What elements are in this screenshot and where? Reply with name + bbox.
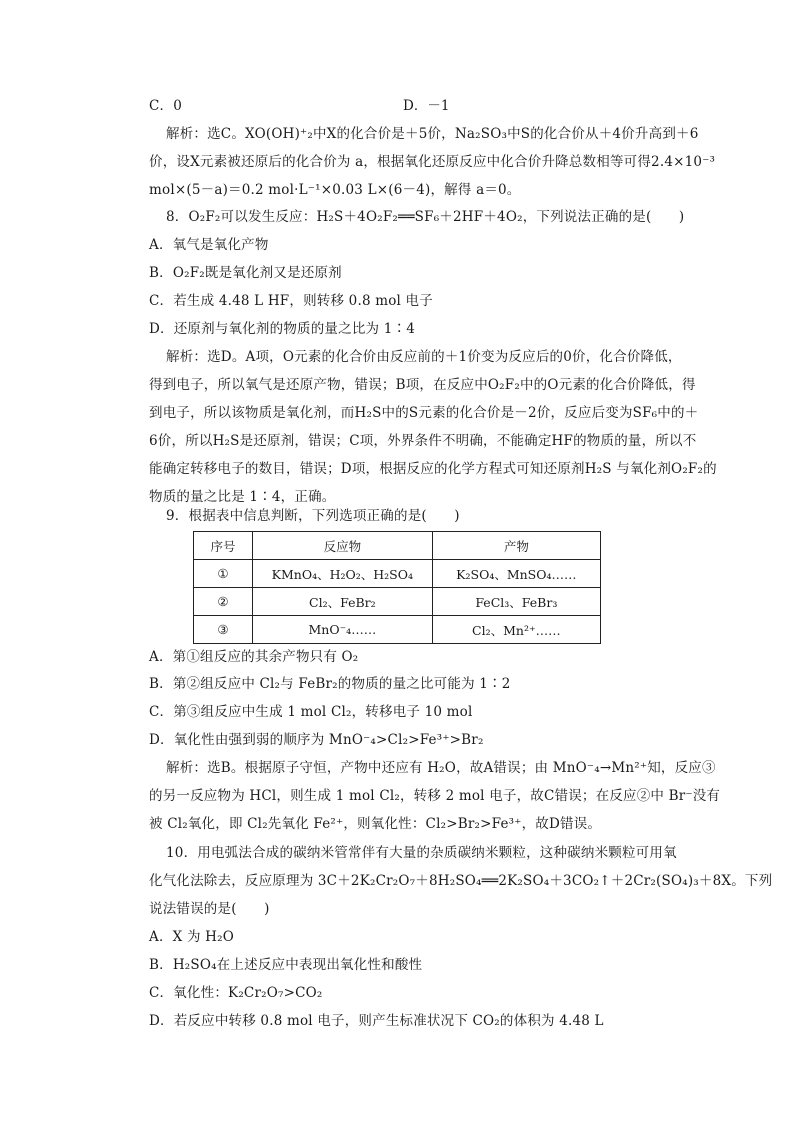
q8-analysis-line-5: 能确定转移电子的数目，错误；D项，根据反应的化学方程式可知还原剂H₂S 与氧化剂O₂F₂的 [149,461,717,477]
q10-option-b: B．H₂SO₄在上述反应中表现出氧化性和酸性 [149,957,423,973]
q10-option-c: C．氧化性：K₂Cr₂O₇>CO₂ [149,985,323,1001]
q8-stem: 8．O₂F₂可以发生反应：H₂S＋4O₂F₂══SF₆＋2HF＋4O₂，下列说法正确的是( ) [166,209,685,225]
q10-option-d: D．若反应中转移 0.8 mol 电子，则产生标准状况下 CO₂的体积为 4.48 L [149,1013,604,1029]
q8-analysis-line-4: 6价，所以H₂S是还原剂，错误；C项，外界条件不明确，不能确定HF的物质的量，所以不 [149,433,697,449]
table-cell: FeCl₃、FeBr₃ [432,588,600,616]
q9-analysis-line-3: 被 Cl₂氧化，即 Cl₂先氧化 Fe²⁺，则氧化性：Cl₂>Br₂>Fe³⁺，故D错误。 [149,816,602,832]
q9-option-b: B．第②组反应中 Cl₂与 FeBr₂的物质的量之比可能为 1∶2 [149,676,511,692]
q9-analysis-line-1: 解析：选B。根据原子守恒，产物中还应有 H₂O，故A错误；由 MnO⁻₄→Mn²⁺知，反应③ [166,760,716,776]
table-cell: KMnO₄、H₂O₂、H₂SO₄ [253,560,433,588]
table-cell: MnO⁻₄…… [253,616,433,644]
table-header-row [194,532,601,560]
q9-analysis-line-2: 的另一反应物为 HCl，则生成 1 mol Cl₂，转移 2 mol 电子，故C错误；在反应②中 Br⁻没有 [149,788,721,804]
q9-info-table [193,531,601,644]
q8-analysis-line-6: 物质的量之比是 1∶4，正确。 [149,489,336,505]
q8-analysis-line-1: 解析：选D。A项，O元素的化合价由反应前的＋1价变为反应后的0价，化合价降低， [166,349,682,365]
q8-analysis-line-2: 得到电子，所以氧气是还原产物，错误；B项，在反应中O₂F₂中的O元素的化合价降低，得 [149,377,696,393]
table-cell: Cl₂、FeBr₂ [253,588,433,616]
q9-option-a: A．第①组反应的其余产物只有 O₂ [149,649,359,665]
table-header-cell: 序号 [194,532,253,560]
table-cell: K₂SO₄、MnSO₄…… [432,560,600,588]
q8-option-d: D．还原剂与氧化剂的物质的量之比为 1∶4 [149,321,415,337]
table-cell: ② [194,588,253,616]
table-cell: Cl₂、Mn²⁺…… [432,616,600,644]
q10-option-a: A．X 为 H₂O [149,929,234,945]
table-header-cell: 产物 [432,532,600,560]
q8-analysis-line-3: 到电子，所以该物质是氧化剂，而H₂S中的S元素的化合价是－2价，反应后变为SF₆中的＋ [149,405,699,421]
q9-option-d: D．氧化性由强到弱的顺序为 MnO⁻₄>Cl₂>Fe³⁺>Br₂ [149,732,484,748]
table-cell: ① [194,560,253,588]
q7-option-d: D．－1 [403,98,450,114]
q10-stem-line-1: 10．用电弧法合成的碳纳米管常伴有大量的杂质碳纳米颗粒，这种碳纳米颗粒可用氧 [166,845,677,861]
q9-stem: 9．根据表中信息判断，下列选项正确的是( ) [166,508,460,524]
table-row [194,560,601,588]
table-header-cell: 反应物 [253,532,433,560]
table-row [194,588,601,616]
q10-stem-line-3: 说法错误的是( ) [149,901,270,917]
q7-analysis-line-3: mol×(5－a)＝0.2 mol·L⁻¹×0.03 L×(6－4)，解得 a＝0。 [149,182,521,198]
q8-option-b: B．O₂F₂既是氧化剂又是还原剂 [149,265,342,281]
q7-option-c: C．0 [149,98,183,114]
table-cell: ③ [194,616,253,644]
q10-stem-line-2: 化气化法除去，反应原理为 3C＋2K₂Cr₂O₇＋8H₂SO₄══2K₂SO₄＋3CO₂↑＋2Cr₂(SO₄)₃＋8X。下列 [149,873,773,889]
q9-option-c: C．第③组反应中生成 1 mol Cl₂，转移电子 10 mol [149,704,473,720]
q8-option-c: C．若生成 4.48 L HF，则转移 0.8 mol 电子 [149,293,433,309]
q8-option-a: A．氧气是氧化产物 [149,237,269,253]
q7-analysis-line-1: 解析：选C。XO(OH)⁺₂中X的化合价是＋5价，Na₂SO₃中S的化合价从＋4价升高到＋6 [166,126,699,142]
q7-analysis-line-2: 价，设X元素被还原后的化合价为 a，根据氧化还原反应中化合价升降总数相等可得2.4×10⁻³ [149,154,716,170]
table-row [194,616,601,644]
